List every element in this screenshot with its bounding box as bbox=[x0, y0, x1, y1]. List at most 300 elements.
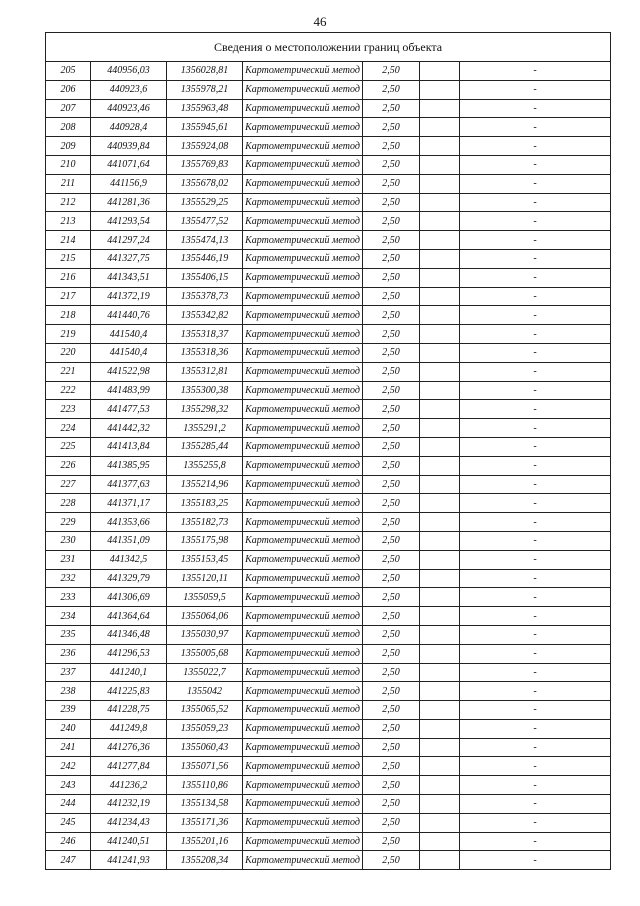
y-coordinate-cell: 1355065,52 bbox=[167, 701, 243, 720]
note-cell: - bbox=[460, 701, 611, 720]
empty-cell bbox=[420, 776, 460, 795]
table-row bbox=[46, 118, 611, 137]
x-coordinate-cell: 441277,84 bbox=[91, 757, 167, 776]
x-coordinate-cell: 441442,32 bbox=[91, 419, 167, 438]
empty-cell bbox=[420, 249, 460, 268]
note-cell: - bbox=[460, 118, 611, 137]
empty-cell bbox=[420, 325, 460, 344]
accuracy-cell: 2,50 bbox=[363, 174, 420, 193]
note-cell: - bbox=[460, 306, 611, 325]
point-number-cell: 208 bbox=[46, 118, 91, 137]
table-row bbox=[46, 419, 611, 438]
note-cell: - bbox=[460, 625, 611, 644]
method-cell: Картометрический метод bbox=[243, 475, 363, 494]
x-coordinate-cell: 441293,54 bbox=[91, 212, 167, 231]
x-coordinate-cell: 441240,51 bbox=[91, 832, 167, 851]
point-number-cell: 231 bbox=[46, 550, 91, 569]
method-cell: Картометрический метод bbox=[243, 400, 363, 419]
empty-cell bbox=[420, 437, 460, 456]
note-cell: - bbox=[460, 343, 611, 362]
table-row bbox=[46, 268, 611, 287]
accuracy-cell: 2,50 bbox=[363, 588, 420, 607]
note-cell: - bbox=[460, 174, 611, 193]
table-row bbox=[46, 343, 611, 362]
accuracy-cell: 2,50 bbox=[363, 287, 420, 306]
accuracy-cell: 2,50 bbox=[363, 249, 420, 268]
method-cell: Картометрический метод bbox=[243, 62, 363, 81]
accuracy-cell: 2,50 bbox=[363, 419, 420, 438]
point-number-cell: 210 bbox=[46, 155, 91, 174]
y-coordinate-cell: 1355120,11 bbox=[167, 569, 243, 588]
y-coordinate-cell: 1355175,98 bbox=[167, 531, 243, 550]
accuracy-cell: 2,50 bbox=[363, 343, 420, 362]
accuracy-cell: 2,50 bbox=[363, 663, 420, 682]
y-coordinate-cell: 1355924,08 bbox=[167, 137, 243, 156]
point-number-cell: 215 bbox=[46, 249, 91, 268]
point-number-cell: 209 bbox=[46, 137, 91, 156]
table-row bbox=[46, 287, 611, 306]
point-number-cell: 224 bbox=[46, 419, 91, 438]
point-number-cell: 217 bbox=[46, 287, 91, 306]
table-row bbox=[46, 80, 611, 99]
x-coordinate-cell: 440939,84 bbox=[91, 137, 167, 156]
point-number-cell: 213 bbox=[46, 212, 91, 231]
note-cell: - bbox=[460, 381, 611, 400]
empty-cell bbox=[420, 419, 460, 438]
accuracy-cell: 2,50 bbox=[363, 437, 420, 456]
method-cell: Картометрический метод bbox=[243, 663, 363, 682]
accuracy-cell: 2,50 bbox=[363, 212, 420, 231]
point-number-cell: 247 bbox=[46, 851, 91, 870]
y-coordinate-cell: 1355342,82 bbox=[167, 306, 243, 325]
point-number-cell: 240 bbox=[46, 719, 91, 738]
empty-cell bbox=[420, 287, 460, 306]
accuracy-cell: 2,50 bbox=[363, 231, 420, 250]
accuracy-cell: 2,50 bbox=[363, 607, 420, 626]
note-cell: - bbox=[460, 137, 611, 156]
y-coordinate-cell: 1355201,16 bbox=[167, 832, 243, 851]
table-row bbox=[46, 757, 611, 776]
accuracy-cell: 2,50 bbox=[363, 456, 420, 475]
accuracy-cell: 2,50 bbox=[363, 268, 420, 287]
y-coordinate-cell: 1355529,25 bbox=[167, 193, 243, 212]
empty-cell bbox=[420, 80, 460, 99]
note-cell: - bbox=[460, 80, 611, 99]
method-cell: Картометрический метод bbox=[243, 381, 363, 400]
empty-cell bbox=[420, 456, 460, 475]
x-coordinate-cell: 441477,53 bbox=[91, 400, 167, 419]
point-number-cell: 205 bbox=[46, 62, 91, 81]
method-cell: Картометрический метод bbox=[243, 80, 363, 99]
y-coordinate-cell: 1355477,52 bbox=[167, 212, 243, 231]
y-coordinate-cell: 1355171,36 bbox=[167, 813, 243, 832]
empty-cell bbox=[420, 644, 460, 663]
table-row bbox=[46, 437, 611, 456]
note-cell: - bbox=[460, 362, 611, 381]
note-cell: - bbox=[460, 813, 611, 832]
note-cell: - bbox=[460, 513, 611, 532]
note-cell: - bbox=[460, 287, 611, 306]
x-coordinate-cell: 440928,4 bbox=[91, 118, 167, 137]
method-cell: Картометрический метод bbox=[243, 550, 363, 569]
table-title: Сведения о местоположении границ объекта bbox=[46, 33, 611, 62]
x-coordinate-cell: 441540,4 bbox=[91, 325, 167, 344]
x-coordinate-cell: 440956,03 bbox=[91, 62, 167, 81]
y-coordinate-cell: 1355978,21 bbox=[167, 80, 243, 99]
y-coordinate-cell: 1355030,97 bbox=[167, 625, 243, 644]
table-row bbox=[46, 719, 611, 738]
y-coordinate-cell: 1355022,7 bbox=[167, 663, 243, 682]
point-number-cell: 236 bbox=[46, 644, 91, 663]
note-cell: - bbox=[460, 231, 611, 250]
point-number-cell: 222 bbox=[46, 381, 91, 400]
y-coordinate-cell: 1355446,19 bbox=[167, 249, 243, 268]
empty-cell bbox=[420, 494, 460, 513]
empty-cell bbox=[420, 682, 460, 701]
method-cell: Картометрический метод bbox=[243, 588, 363, 607]
note-cell: - bbox=[460, 475, 611, 494]
y-coordinate-cell: 1355183,25 bbox=[167, 494, 243, 513]
accuracy-cell: 2,50 bbox=[363, 644, 420, 663]
point-number-cell: 214 bbox=[46, 231, 91, 250]
table-row bbox=[46, 231, 611, 250]
point-number-cell: 230 bbox=[46, 531, 91, 550]
table-row bbox=[46, 62, 611, 81]
table-row bbox=[46, 625, 611, 644]
y-coordinate-cell: 1355963,48 bbox=[167, 99, 243, 118]
x-coordinate-cell: 441364,64 bbox=[91, 607, 167, 626]
empty-cell bbox=[420, 212, 460, 231]
empty-cell bbox=[420, 62, 460, 81]
table-row bbox=[46, 494, 611, 513]
empty-cell bbox=[420, 231, 460, 250]
note-cell: - bbox=[460, 268, 611, 287]
y-coordinate-cell: 1355064,06 bbox=[167, 607, 243, 626]
method-cell: Картометрический метод bbox=[243, 343, 363, 362]
empty-cell bbox=[420, 193, 460, 212]
x-coordinate-cell: 441522,98 bbox=[91, 362, 167, 381]
y-coordinate-cell: 1355474,13 bbox=[167, 231, 243, 250]
empty-cell bbox=[420, 400, 460, 419]
note-cell: - bbox=[460, 682, 611, 701]
y-coordinate-cell: 1355005,68 bbox=[167, 644, 243, 663]
empty-cell bbox=[420, 99, 460, 118]
method-cell: Картометрический метод bbox=[243, 851, 363, 870]
method-cell: Картометрический метод bbox=[243, 719, 363, 738]
note-cell: - bbox=[460, 419, 611, 438]
table-row bbox=[46, 249, 611, 268]
table-row bbox=[46, 193, 611, 212]
method-cell: Картометрический метод bbox=[243, 607, 363, 626]
y-coordinate-cell: 1355208,34 bbox=[167, 851, 243, 870]
note-cell: - bbox=[460, 193, 611, 212]
y-coordinate-cell: 1355134,58 bbox=[167, 795, 243, 814]
table-row bbox=[46, 813, 611, 832]
point-number-cell: 234 bbox=[46, 607, 91, 626]
table-row bbox=[46, 644, 611, 663]
x-coordinate-cell: 441296,53 bbox=[91, 644, 167, 663]
point-number-cell: 206 bbox=[46, 80, 91, 99]
accuracy-cell: 2,50 bbox=[363, 155, 420, 174]
method-cell: Картометрический метод bbox=[243, 625, 363, 644]
accuracy-cell: 2,50 bbox=[363, 757, 420, 776]
x-coordinate-cell: 441241,93 bbox=[91, 851, 167, 870]
table-row bbox=[46, 550, 611, 569]
accuracy-cell: 2,50 bbox=[363, 625, 420, 644]
empty-cell bbox=[420, 757, 460, 776]
y-coordinate-cell: 1355255,8 bbox=[167, 456, 243, 475]
method-cell: Картометрический метод bbox=[243, 682, 363, 701]
point-number-cell: 237 bbox=[46, 663, 91, 682]
table-row bbox=[46, 362, 611, 381]
table-row bbox=[46, 776, 611, 795]
note-cell: - bbox=[460, 757, 611, 776]
point-number-cell: 241 bbox=[46, 738, 91, 757]
table-row bbox=[46, 381, 611, 400]
empty-cell bbox=[420, 701, 460, 720]
note-cell: - bbox=[460, 607, 611, 626]
x-coordinate-cell: 441281,36 bbox=[91, 193, 167, 212]
point-number-cell: 211 bbox=[46, 174, 91, 193]
x-coordinate-cell: 440923,6 bbox=[91, 80, 167, 99]
empty-cell bbox=[420, 832, 460, 851]
empty-cell bbox=[420, 155, 460, 174]
table-row bbox=[46, 306, 611, 325]
accuracy-cell: 2,50 bbox=[363, 832, 420, 851]
y-coordinate-cell: 1355182,73 bbox=[167, 513, 243, 532]
empty-cell bbox=[420, 550, 460, 569]
x-coordinate-cell: 441343,51 bbox=[91, 268, 167, 287]
table-body bbox=[46, 62, 611, 870]
point-number-cell: 243 bbox=[46, 776, 91, 795]
point-number-cell: 227 bbox=[46, 475, 91, 494]
method-cell: Картометрический метод bbox=[243, 456, 363, 475]
y-coordinate-cell: 1355071,56 bbox=[167, 757, 243, 776]
method-cell: Картометрический метод bbox=[243, 437, 363, 456]
table-row bbox=[46, 475, 611, 494]
y-coordinate-cell: 1355214,96 bbox=[167, 475, 243, 494]
note-cell: - bbox=[460, 155, 611, 174]
note-cell: - bbox=[460, 531, 611, 550]
x-coordinate-cell: 441236,2 bbox=[91, 776, 167, 795]
accuracy-cell: 2,50 bbox=[363, 701, 420, 720]
table-row bbox=[46, 531, 611, 550]
x-coordinate-cell: 441071,64 bbox=[91, 155, 167, 174]
method-cell: Картометрический метод bbox=[243, 513, 363, 532]
method-cell: Картометрический метод bbox=[243, 569, 363, 588]
table-row bbox=[46, 738, 611, 757]
accuracy-cell: 2,50 bbox=[363, 738, 420, 757]
method-cell: Картометрический метод bbox=[243, 155, 363, 174]
accuracy-cell: 2,50 bbox=[363, 813, 420, 832]
empty-cell bbox=[420, 625, 460, 644]
table-row bbox=[46, 701, 611, 720]
empty-cell bbox=[420, 607, 460, 626]
method-cell: Картометрический метод bbox=[243, 531, 363, 550]
accuracy-cell: 2,50 bbox=[363, 494, 420, 513]
x-coordinate-cell: 441276,36 bbox=[91, 738, 167, 757]
note-cell: - bbox=[460, 569, 611, 588]
empty-cell bbox=[420, 738, 460, 757]
point-number-cell: 225 bbox=[46, 437, 91, 456]
y-coordinate-cell: 1355059,5 bbox=[167, 588, 243, 607]
empty-cell bbox=[420, 343, 460, 362]
boundary-table-container bbox=[45, 32, 610, 870]
point-number-cell: 238 bbox=[46, 682, 91, 701]
accuracy-cell: 2,50 bbox=[363, 306, 420, 325]
empty-cell bbox=[420, 475, 460, 494]
note-cell: - bbox=[460, 663, 611, 682]
accuracy-cell: 2,50 bbox=[363, 475, 420, 494]
accuracy-cell: 2,50 bbox=[363, 400, 420, 419]
table-row bbox=[46, 682, 611, 701]
point-number-cell: 216 bbox=[46, 268, 91, 287]
accuracy-cell: 2,50 bbox=[363, 118, 420, 137]
accuracy-cell: 2,50 bbox=[363, 851, 420, 870]
empty-cell bbox=[420, 381, 460, 400]
method-cell: Картометрический метод bbox=[243, 832, 363, 851]
note-cell: - bbox=[460, 456, 611, 475]
point-number-cell: 212 bbox=[46, 193, 91, 212]
empty-cell bbox=[420, 268, 460, 287]
note-cell: - bbox=[460, 437, 611, 456]
empty-cell bbox=[420, 719, 460, 738]
table-row bbox=[46, 588, 611, 607]
method-cell: Картометрический метод bbox=[243, 287, 363, 306]
x-coordinate-cell: 441385,95 bbox=[91, 456, 167, 475]
accuracy-cell: 2,50 bbox=[363, 795, 420, 814]
empty-cell bbox=[420, 362, 460, 381]
method-cell: Картометрический метод bbox=[243, 99, 363, 118]
table-row bbox=[46, 155, 611, 174]
empty-cell bbox=[420, 306, 460, 325]
x-coordinate-cell: 441306,69 bbox=[91, 588, 167, 607]
note-cell: - bbox=[460, 588, 611, 607]
x-coordinate-cell: 441346,48 bbox=[91, 625, 167, 644]
method-cell: Картометрический метод bbox=[243, 757, 363, 776]
point-number-cell: 245 bbox=[46, 813, 91, 832]
note-cell: - bbox=[460, 832, 611, 851]
x-coordinate-cell: 441234,43 bbox=[91, 813, 167, 832]
method-cell: Картометрический метод bbox=[243, 776, 363, 795]
x-coordinate-cell: 441228,75 bbox=[91, 701, 167, 720]
x-coordinate-cell: 441353,66 bbox=[91, 513, 167, 532]
method-cell: Картометрический метод bbox=[243, 249, 363, 268]
accuracy-cell: 2,50 bbox=[363, 137, 420, 156]
accuracy-cell: 2,50 bbox=[363, 531, 420, 550]
y-coordinate-cell: 1355945,61 bbox=[167, 118, 243, 137]
accuracy-cell: 2,50 bbox=[363, 381, 420, 400]
empty-cell bbox=[420, 118, 460, 137]
method-cell: Картометрический метод bbox=[243, 494, 363, 513]
point-number-cell: 223 bbox=[46, 400, 91, 419]
note-cell: - bbox=[460, 550, 611, 569]
method-cell: Картометрический метод bbox=[243, 813, 363, 832]
x-coordinate-cell: 441351,09 bbox=[91, 531, 167, 550]
note-cell: - bbox=[460, 99, 611, 118]
y-coordinate-cell: 1355300,38 bbox=[167, 381, 243, 400]
point-number-cell: 229 bbox=[46, 513, 91, 532]
note-cell: - bbox=[460, 738, 611, 757]
y-coordinate-cell: 1355378,73 bbox=[167, 287, 243, 306]
method-cell: Картометрический метод bbox=[243, 118, 363, 137]
table-row bbox=[46, 325, 611, 344]
accuracy-cell: 2,50 bbox=[363, 362, 420, 381]
accuracy-cell: 2,50 bbox=[363, 99, 420, 118]
accuracy-cell: 2,50 bbox=[363, 550, 420, 569]
x-coordinate-cell: 441327,75 bbox=[91, 249, 167, 268]
y-coordinate-cell: 1355042 bbox=[167, 682, 243, 701]
point-number-cell: 246 bbox=[46, 832, 91, 851]
note-cell: - bbox=[460, 325, 611, 344]
x-coordinate-cell: 441232,19 bbox=[91, 795, 167, 814]
method-cell: Картометрический метод bbox=[243, 174, 363, 193]
method-cell: Картометрический метод bbox=[243, 644, 363, 663]
table-row bbox=[46, 851, 611, 870]
empty-cell bbox=[420, 174, 460, 193]
method-cell: Картометрический метод bbox=[243, 362, 363, 381]
empty-cell bbox=[420, 813, 460, 832]
y-coordinate-cell: 1355318,37 bbox=[167, 325, 243, 344]
note-cell: - bbox=[460, 494, 611, 513]
point-number-cell: 232 bbox=[46, 569, 91, 588]
accuracy-cell: 2,50 bbox=[363, 193, 420, 212]
y-coordinate-cell: 1355059,23 bbox=[167, 719, 243, 738]
note-cell: - bbox=[460, 776, 611, 795]
y-coordinate-cell: 1355318,36 bbox=[167, 343, 243, 362]
note-cell: - bbox=[460, 249, 611, 268]
point-number-cell: 235 bbox=[46, 625, 91, 644]
note-cell: - bbox=[460, 62, 611, 81]
y-coordinate-cell: 1355678,02 bbox=[167, 174, 243, 193]
y-coordinate-cell: 1356028,81 bbox=[167, 62, 243, 81]
x-coordinate-cell: 441342,5 bbox=[91, 550, 167, 569]
accuracy-cell: 2,50 bbox=[363, 682, 420, 701]
table-row bbox=[46, 513, 611, 532]
empty-cell bbox=[420, 569, 460, 588]
table-row bbox=[46, 795, 611, 814]
y-coordinate-cell: 1355406,15 bbox=[167, 268, 243, 287]
y-coordinate-cell: 1355153,45 bbox=[167, 550, 243, 569]
table-row bbox=[46, 456, 611, 475]
point-number-cell: 218 bbox=[46, 306, 91, 325]
method-cell: Картометрический метод bbox=[243, 738, 363, 757]
x-coordinate-cell: 441540,4 bbox=[91, 343, 167, 362]
table-row bbox=[46, 99, 611, 118]
method-cell: Картометрический метод bbox=[243, 268, 363, 287]
accuracy-cell: 2,50 bbox=[363, 776, 420, 795]
point-number-cell: 207 bbox=[46, 99, 91, 118]
point-number-cell: 220 bbox=[46, 343, 91, 362]
method-cell: Картометрический метод bbox=[243, 325, 363, 344]
point-number-cell: 228 bbox=[46, 494, 91, 513]
point-number-cell: 233 bbox=[46, 588, 91, 607]
table-row bbox=[46, 174, 611, 193]
x-coordinate-cell: 441483,99 bbox=[91, 381, 167, 400]
empty-cell bbox=[420, 531, 460, 550]
note-cell: - bbox=[460, 400, 611, 419]
boundary-coordinates-table bbox=[45, 32, 611, 870]
table-row bbox=[46, 137, 611, 156]
y-coordinate-cell: 1355060,43 bbox=[167, 738, 243, 757]
y-coordinate-cell: 1355769,83 bbox=[167, 155, 243, 174]
empty-cell bbox=[420, 137, 460, 156]
accuracy-cell: 2,50 bbox=[363, 62, 420, 81]
table-row bbox=[46, 212, 611, 231]
empty-cell bbox=[420, 795, 460, 814]
x-coordinate-cell: 441249,8 bbox=[91, 719, 167, 738]
method-cell: Картометрический метод bbox=[243, 795, 363, 814]
